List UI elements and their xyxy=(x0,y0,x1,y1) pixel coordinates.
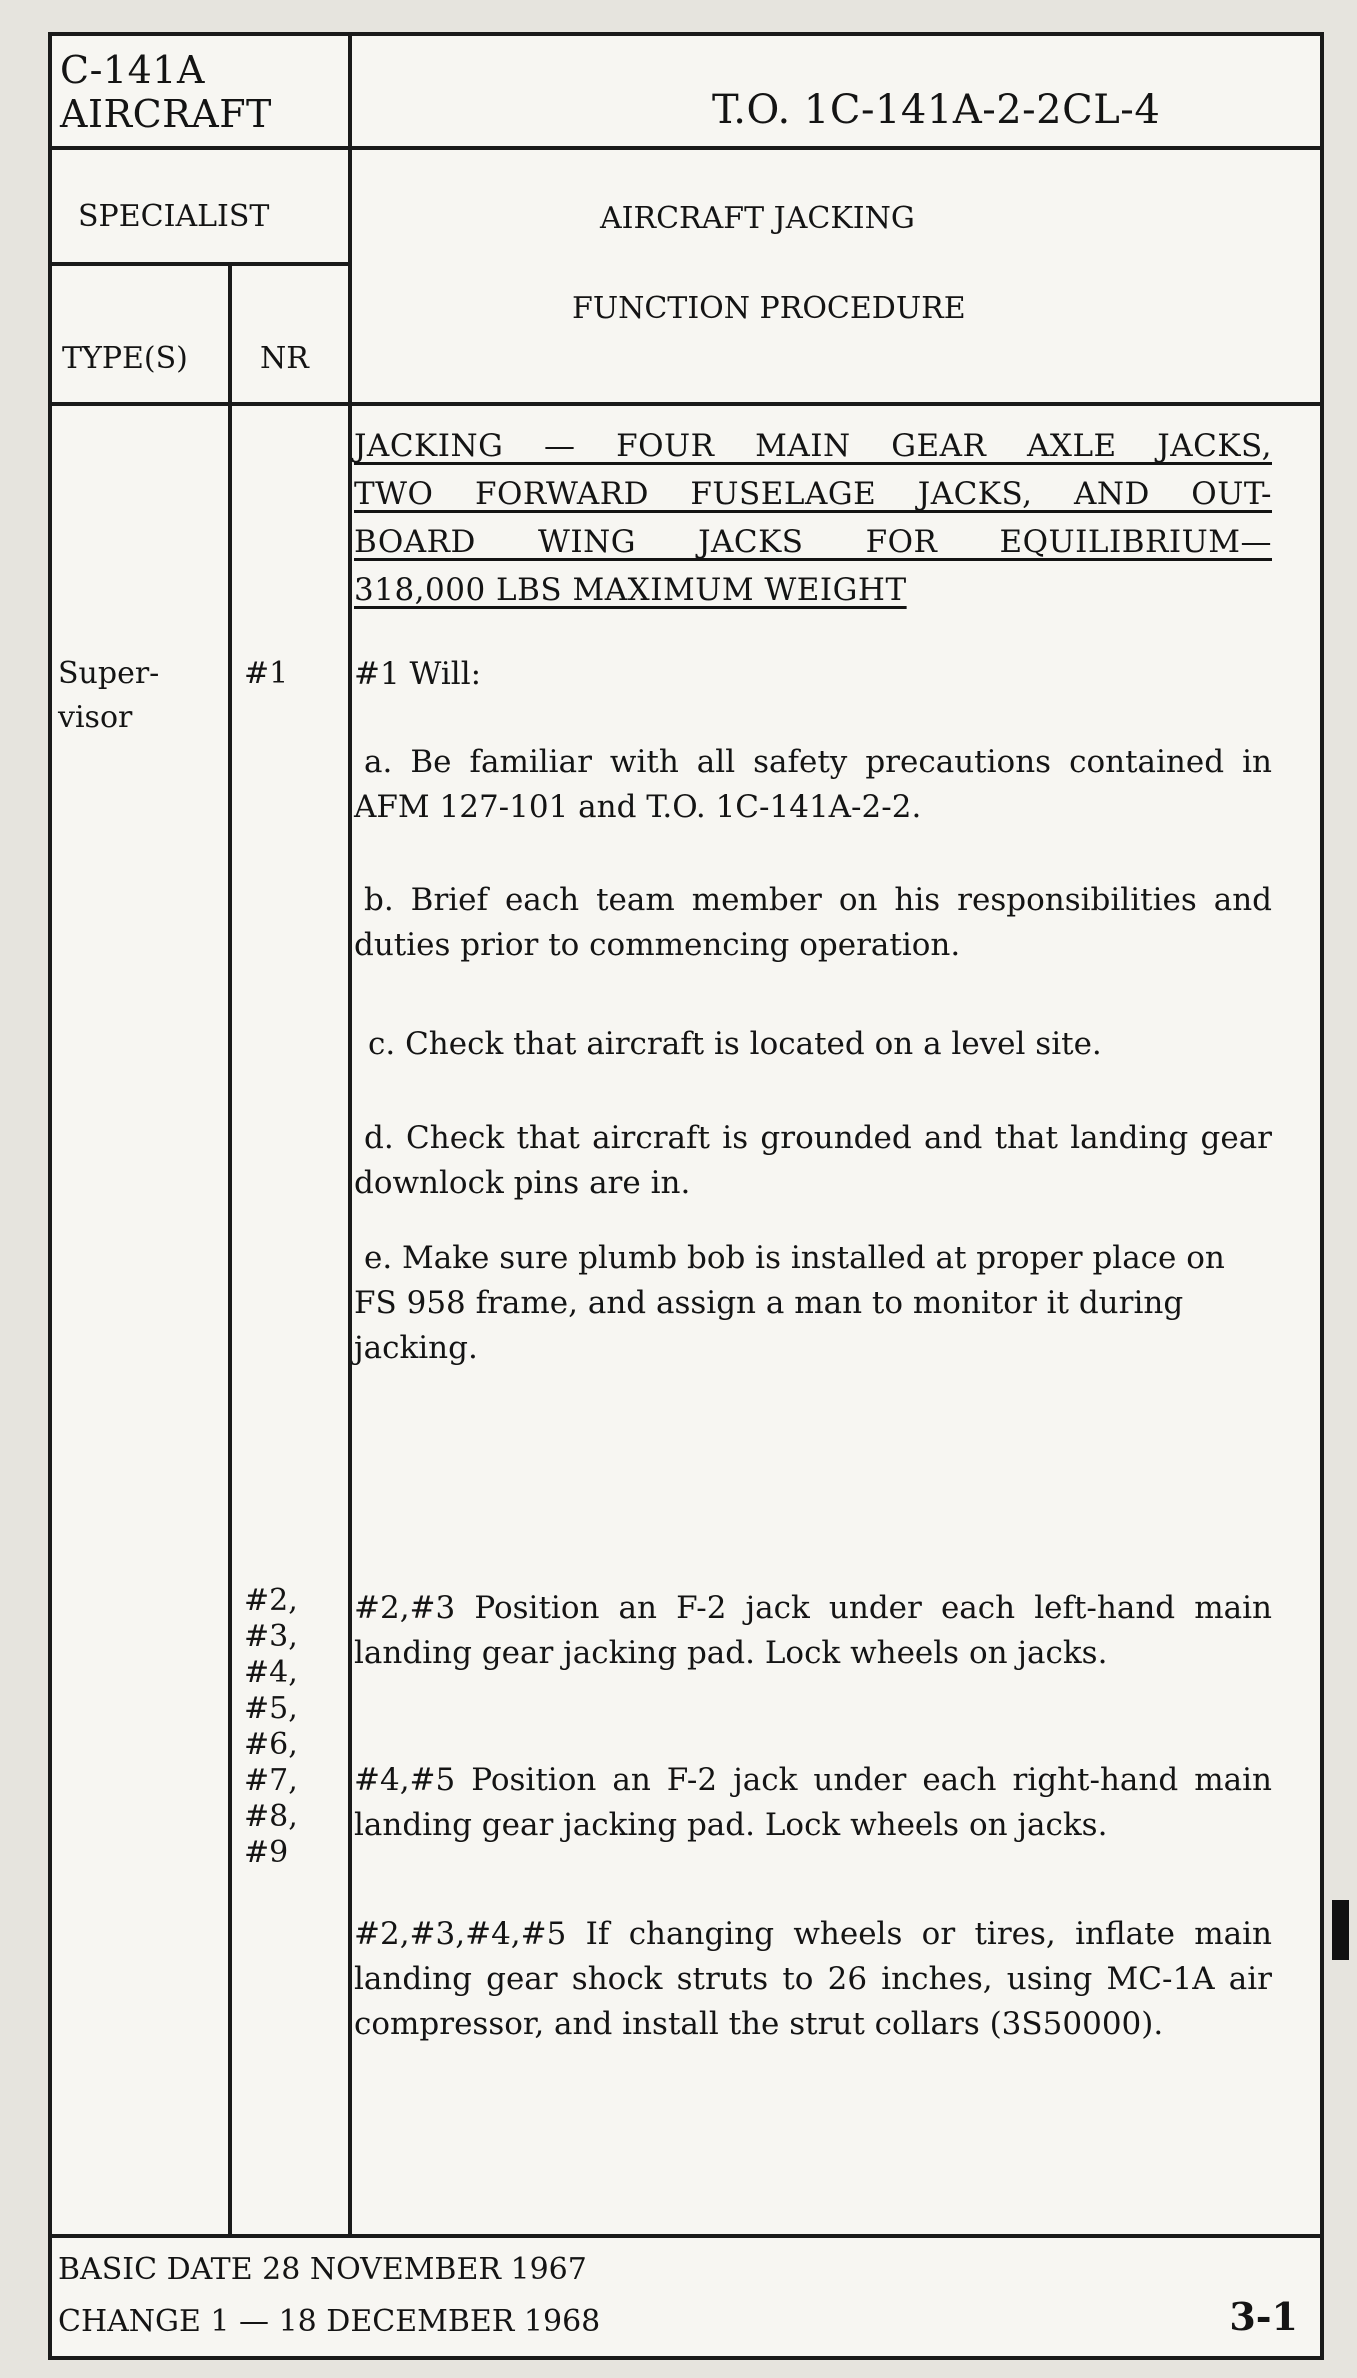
change-date: CHANGE 1 — 18 DECEMBER 1968 xyxy=(58,2304,601,2339)
nr-column-divider xyxy=(228,262,232,2234)
aircraft-label: AIRCRAFT xyxy=(60,92,272,136)
header-bottom-rule xyxy=(52,146,1320,150)
step-b: b. Brief each team member on his responsibilities and duties prior to commencing operation. xyxy=(354,882,1272,963)
nr-item: #6, xyxy=(244,1727,298,1762)
instruction-strut-inflation: #2,#3,#4,#5 If changing wheels or tires, inflate main landing gear shock struts to 26 inches, using MC-1A air compressor, and install the strut collars (3S50000). xyxy=(354,1916,1272,2042)
section-title: AIRCRAFT JACKING xyxy=(600,201,915,236)
change-bar-mark xyxy=(1332,1900,1349,1960)
nr-item: #7, xyxy=(244,1763,298,1798)
specialist-label: SPECIALIST xyxy=(78,199,270,234)
step-a: a. Be familiar with all safety precautions contained in AFM 127-101 and T.O. 1C-141A-2-2. xyxy=(354,744,1272,825)
title-line: JACKING — FOUR MAIN GEAR AXLE JACKS, xyxy=(354,428,1272,464)
step-e: e. Make sure plumb bob is installed at proper place on FS 958 frame, and assign a man to monitor it during jacking. xyxy=(354,1240,1225,1366)
nr-item: #5, xyxy=(244,1691,298,1726)
nr-item: #4, xyxy=(244,1655,298,1690)
instruction-right-jacks: #4,#5 Position an F-2 jack under each right-hand main landing gear jacking pad. Lock wheels on jacks. xyxy=(354,1762,1272,1843)
nr-item: #3, xyxy=(244,1619,298,1654)
title-line: 318,000 LBS MAXIMUM WEIGHT xyxy=(354,572,907,608)
step-d: d. Check that aircraft is grounded and that landing gear downlock pins are in. xyxy=(354,1120,1272,1201)
footer-top-rule xyxy=(52,2234,1320,2238)
nr-item: #8, xyxy=(244,1799,298,1834)
nr-column-label: NR xyxy=(260,341,309,376)
step-c: c. Check that aircraft is located on a level site. xyxy=(368,1026,1102,1062)
column-header-rule xyxy=(52,402,1320,406)
procedure-title xyxy=(354,422,1272,614)
title-line: BOARD WING JACKS FOR EQUILIBRIUM— xyxy=(354,524,1272,560)
nr-item: #9 xyxy=(244,1835,289,1870)
nr-item: #2, xyxy=(244,1583,298,1618)
specialist-type-cont: visor xyxy=(58,700,133,735)
tech-order-number: T.O. 1C-141A-2-2CL-4 xyxy=(712,87,1161,133)
main-column-divider xyxy=(348,36,352,2234)
checklist-page xyxy=(48,32,1324,2360)
will-label: #1 Will: xyxy=(354,656,482,692)
specialist-type: Super- xyxy=(58,656,160,691)
page-number: 3-1 xyxy=(1229,2294,1298,2339)
aircraft-model: C-141A xyxy=(60,48,205,92)
instruction-left-jacks: #2,#3 Position an F-2 jack under each left-hand main landing gear jacking pad. Lock wheels on jacks. xyxy=(354,1590,1272,1671)
title-line: TWO FORWARD FUSELAGE JACKS, AND OUT- xyxy=(354,476,1272,512)
nr-list xyxy=(244,1583,298,1871)
specialist-rule xyxy=(52,262,352,266)
specialist-nr: #1 xyxy=(244,656,289,691)
function-procedure-label: FUNCTION PROCEDURE xyxy=(572,291,966,326)
types-column-label: TYPE(S) xyxy=(62,341,188,376)
basic-date: BASIC DATE 28 NOVEMBER 1967 xyxy=(58,2252,587,2287)
